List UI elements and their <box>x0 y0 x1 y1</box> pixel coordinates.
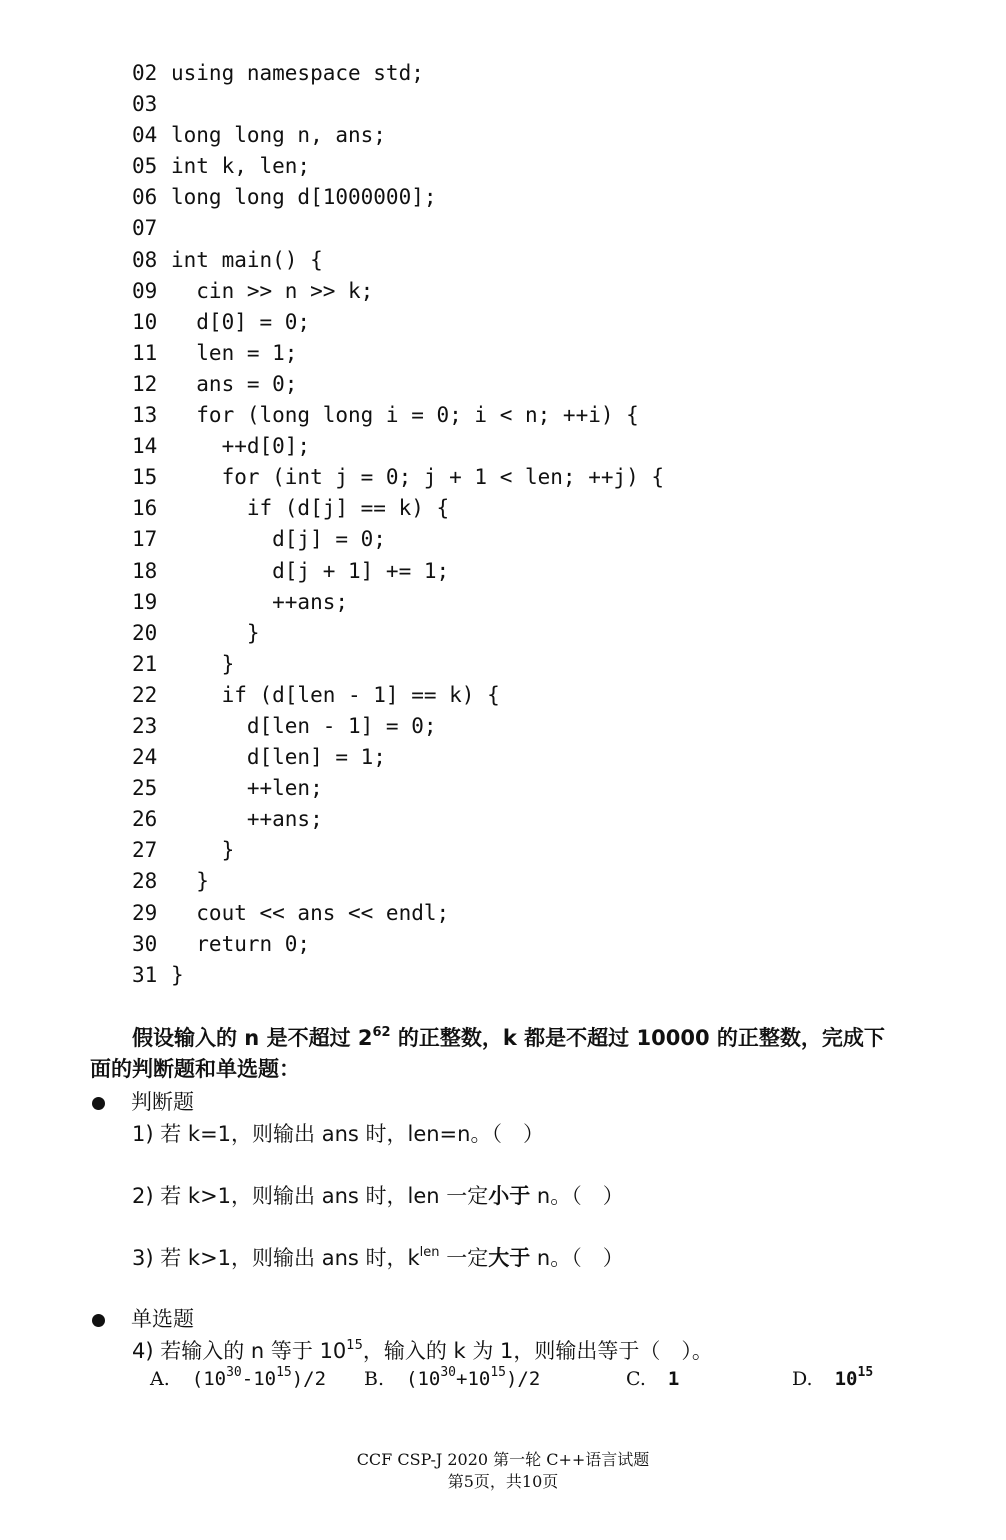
code-line <box>132 960 952 991</box>
code-text: ++len; <box>171 776 323 801</box>
line-number: 23 <box>132 713 158 738</box>
code-text: } <box>171 838 235 863</box>
code-text: d[j + 1] += 1; <box>171 558 450 583</box>
option-d-exp: 15 <box>857 1365 874 1380</box>
code-text: int main() { <box>171 247 323 272</box>
question-3-mid: 一定 <box>439 1246 489 1270</box>
option-d-part: 10 <box>834 1368 858 1390</box>
option-b-part: +10 <box>456 1368 491 1390</box>
footer-page-number: 第5页，共10页 <box>447 1472 559 1491</box>
code-line <box>132 151 952 182</box>
code-line <box>132 835 952 866</box>
question-2-emphasis: 小于 <box>488 1184 531 1208</box>
option-b-exp: 15 <box>490 1365 506 1380</box>
code-line <box>132 649 952 680</box>
code-line <box>132 804 952 835</box>
line-number: 08 <box>132 247 158 272</box>
code-text: d[len - 1] = 0; <box>171 713 437 738</box>
line-number: 17 <box>132 527 158 552</box>
section-choice-label: 单选题 <box>131 1307 194 1331</box>
code-text: ++ans; <box>171 807 323 832</box>
bullet-icon <box>92 1097 105 1110</box>
option-b-part: (10 <box>406 1368 441 1390</box>
code-text: } <box>171 620 260 645</box>
code-text: return 0; <box>171 931 311 956</box>
line-number: 18 <box>132 558 158 583</box>
code-text: d[j] = 0; <box>171 527 386 552</box>
option-a[interactable] <box>150 1365 327 1391</box>
code-line <box>132 680 952 711</box>
option-a-value <box>191 1365 327 1390</box>
code-line <box>132 587 952 618</box>
code-line <box>132 556 952 587</box>
code-block <box>132 58 952 991</box>
code-text: } <box>171 869 209 894</box>
code-line <box>132 400 952 431</box>
code-line <box>132 898 952 929</box>
line-number: 15 <box>132 465 158 490</box>
code-text: ans = 0; <box>171 371 298 396</box>
options-row <box>150 1365 910 1396</box>
line-number: 19 <box>132 589 158 614</box>
question-4 <box>132 1335 713 1365</box>
option-c-letter: C. <box>626 1368 646 1390</box>
code-line <box>132 276 952 307</box>
question-3-text: 3) 若 k>1，则输出 ans 时，k <box>132 1246 420 1270</box>
code-line <box>132 58 952 89</box>
question-3-tail: n。（ ） <box>530 1246 624 1270</box>
code-line <box>132 89 952 120</box>
code-line <box>132 711 952 742</box>
line-number: 16 <box>132 496 158 521</box>
bullet-icon <box>92 1314 105 1327</box>
line-number: 04 <box>132 123 158 148</box>
option-b-letter: B. <box>364 1368 385 1390</box>
option-a-part: )/2 <box>291 1368 327 1390</box>
code-line <box>132 120 952 151</box>
line-number: 28 <box>132 869 158 894</box>
line-number: 12 <box>132 371 158 396</box>
option-c-value: 1 <box>667 1368 680 1390</box>
line-number: 11 <box>132 340 158 365</box>
code-line <box>132 369 952 400</box>
option-a-part: (10 <box>191 1368 227 1390</box>
question-2-tail: n。（ ） <box>530 1184 624 1208</box>
code-text: long long n, ans; <box>171 123 386 148</box>
option-a-part: -10 <box>241 1368 277 1390</box>
code-line <box>132 213 952 244</box>
code-text: long long d[1000000]; <box>171 185 437 210</box>
line-number: 27 <box>132 838 158 863</box>
footer-title: CCF CSP-J 2020 第一轮 C++语言试题 <box>356 1450 650 1469</box>
line-number: 06 <box>132 185 158 210</box>
question-2-text: 2) 若 k>1，则输出 ans 时，len 一定 <box>132 1184 489 1208</box>
line-number: 10 <box>132 309 158 334</box>
code-text: len = 1; <box>171 340 298 365</box>
code-line <box>132 338 952 369</box>
option-a-exp: 15 <box>276 1365 292 1380</box>
code-text: int k, len; <box>171 154 311 179</box>
line-number: 13 <box>132 403 158 428</box>
code-text: if (d[len - 1] == k) { <box>171 682 500 707</box>
line-number: 05 <box>132 154 158 179</box>
code-line <box>132 493 952 524</box>
option-d[interactable] <box>792 1365 874 1391</box>
code-line <box>132 742 952 773</box>
code-line <box>132 929 952 960</box>
problem-intro <box>90 1023 905 1085</box>
option-b-part: )/2 <box>505 1368 541 1390</box>
question-1-text: 1) 若 k=1，则输出 ans 时，len=n。（ ） <box>132 1122 544 1146</box>
line-number: 24 <box>132 745 158 770</box>
code-text: cin >> n >> k; <box>171 278 374 303</box>
intro-exponent: 62 <box>372 1025 391 1040</box>
section-judge-label: 判断题 <box>131 1090 194 1114</box>
line-number: 14 <box>132 434 158 459</box>
line-number: 22 <box>132 682 158 707</box>
line-number: 20 <box>132 620 158 645</box>
option-d-letter: D. <box>792 1368 813 1390</box>
code-line <box>132 618 952 649</box>
question-1 <box>132 1118 544 1148</box>
code-text: for (int j = 0; j + 1 < len; ++j) { <box>171 465 665 490</box>
line-number: 09 <box>132 278 158 303</box>
intro-text-2: 的正整数，k 都是不超过 10000 的正整数，完成下面的判断题和单选题： <box>90 1026 885 1081</box>
line-number: 30 <box>132 931 158 956</box>
question-4-text: 4) 若输入的 n 等于 10 <box>132 1339 347 1363</box>
intro-text: 假设输入的 n 是不超过 2 <box>132 1026 373 1050</box>
code-line <box>132 431 952 462</box>
code-line <box>132 524 952 555</box>
code-text: } <box>171 651 235 676</box>
code-line <box>132 245 952 276</box>
code-line <box>132 307 952 338</box>
option-b[interactable] <box>364 1365 541 1391</box>
code-text: d[0] = 0; <box>171 309 311 334</box>
line-number: 02 <box>132 61 158 85</box>
code-line <box>132 182 952 213</box>
code-text: using namespace std; <box>171 61 424 85</box>
question-4-exponent: 15 <box>346 1338 363 1353</box>
code-text: cout << ans << endl; <box>171 900 450 925</box>
code-text: ++d[0]; <box>171 434 311 459</box>
line-number: 03 <box>132 92 158 117</box>
section-judge <box>92 1086 194 1116</box>
option-a-exp: 30 <box>226 1365 242 1380</box>
code-line <box>132 773 952 804</box>
code-line <box>132 866 952 897</box>
question-3-exponent: len <box>419 1245 440 1260</box>
code-text: ++ans; <box>171 589 349 614</box>
code-text: } <box>171 962 184 987</box>
section-choice <box>92 1303 194 1333</box>
option-b-exp: 30 <box>440 1365 456 1380</box>
line-number: 25 <box>132 776 158 801</box>
option-b-value <box>406 1365 541 1390</box>
code-text: if (d[j] == k) { <box>171 496 450 521</box>
question-4-tail: ，输入的 k 为 1，则输出等于（ ）。 <box>362 1339 713 1363</box>
code-text: for (long long i = 0; i < n; ++i) { <box>171 403 639 428</box>
line-number: 26 <box>132 807 158 832</box>
question-3 <box>132 1242 624 1272</box>
option-d-value <box>834 1365 874 1390</box>
line-number: 31 <box>132 962 158 987</box>
code-text: d[len] = 1; <box>171 745 386 770</box>
line-number: 29 <box>132 900 158 925</box>
line-number: 21 <box>132 651 158 676</box>
code-line <box>132 462 952 493</box>
option-c[interactable] <box>626 1368 679 1391</box>
question-3-emphasis: 大于 <box>488 1246 531 1270</box>
option-a-letter: A. <box>150 1368 170 1390</box>
question-2 <box>132 1180 624 1210</box>
line-number: 07 <box>132 216 158 241</box>
